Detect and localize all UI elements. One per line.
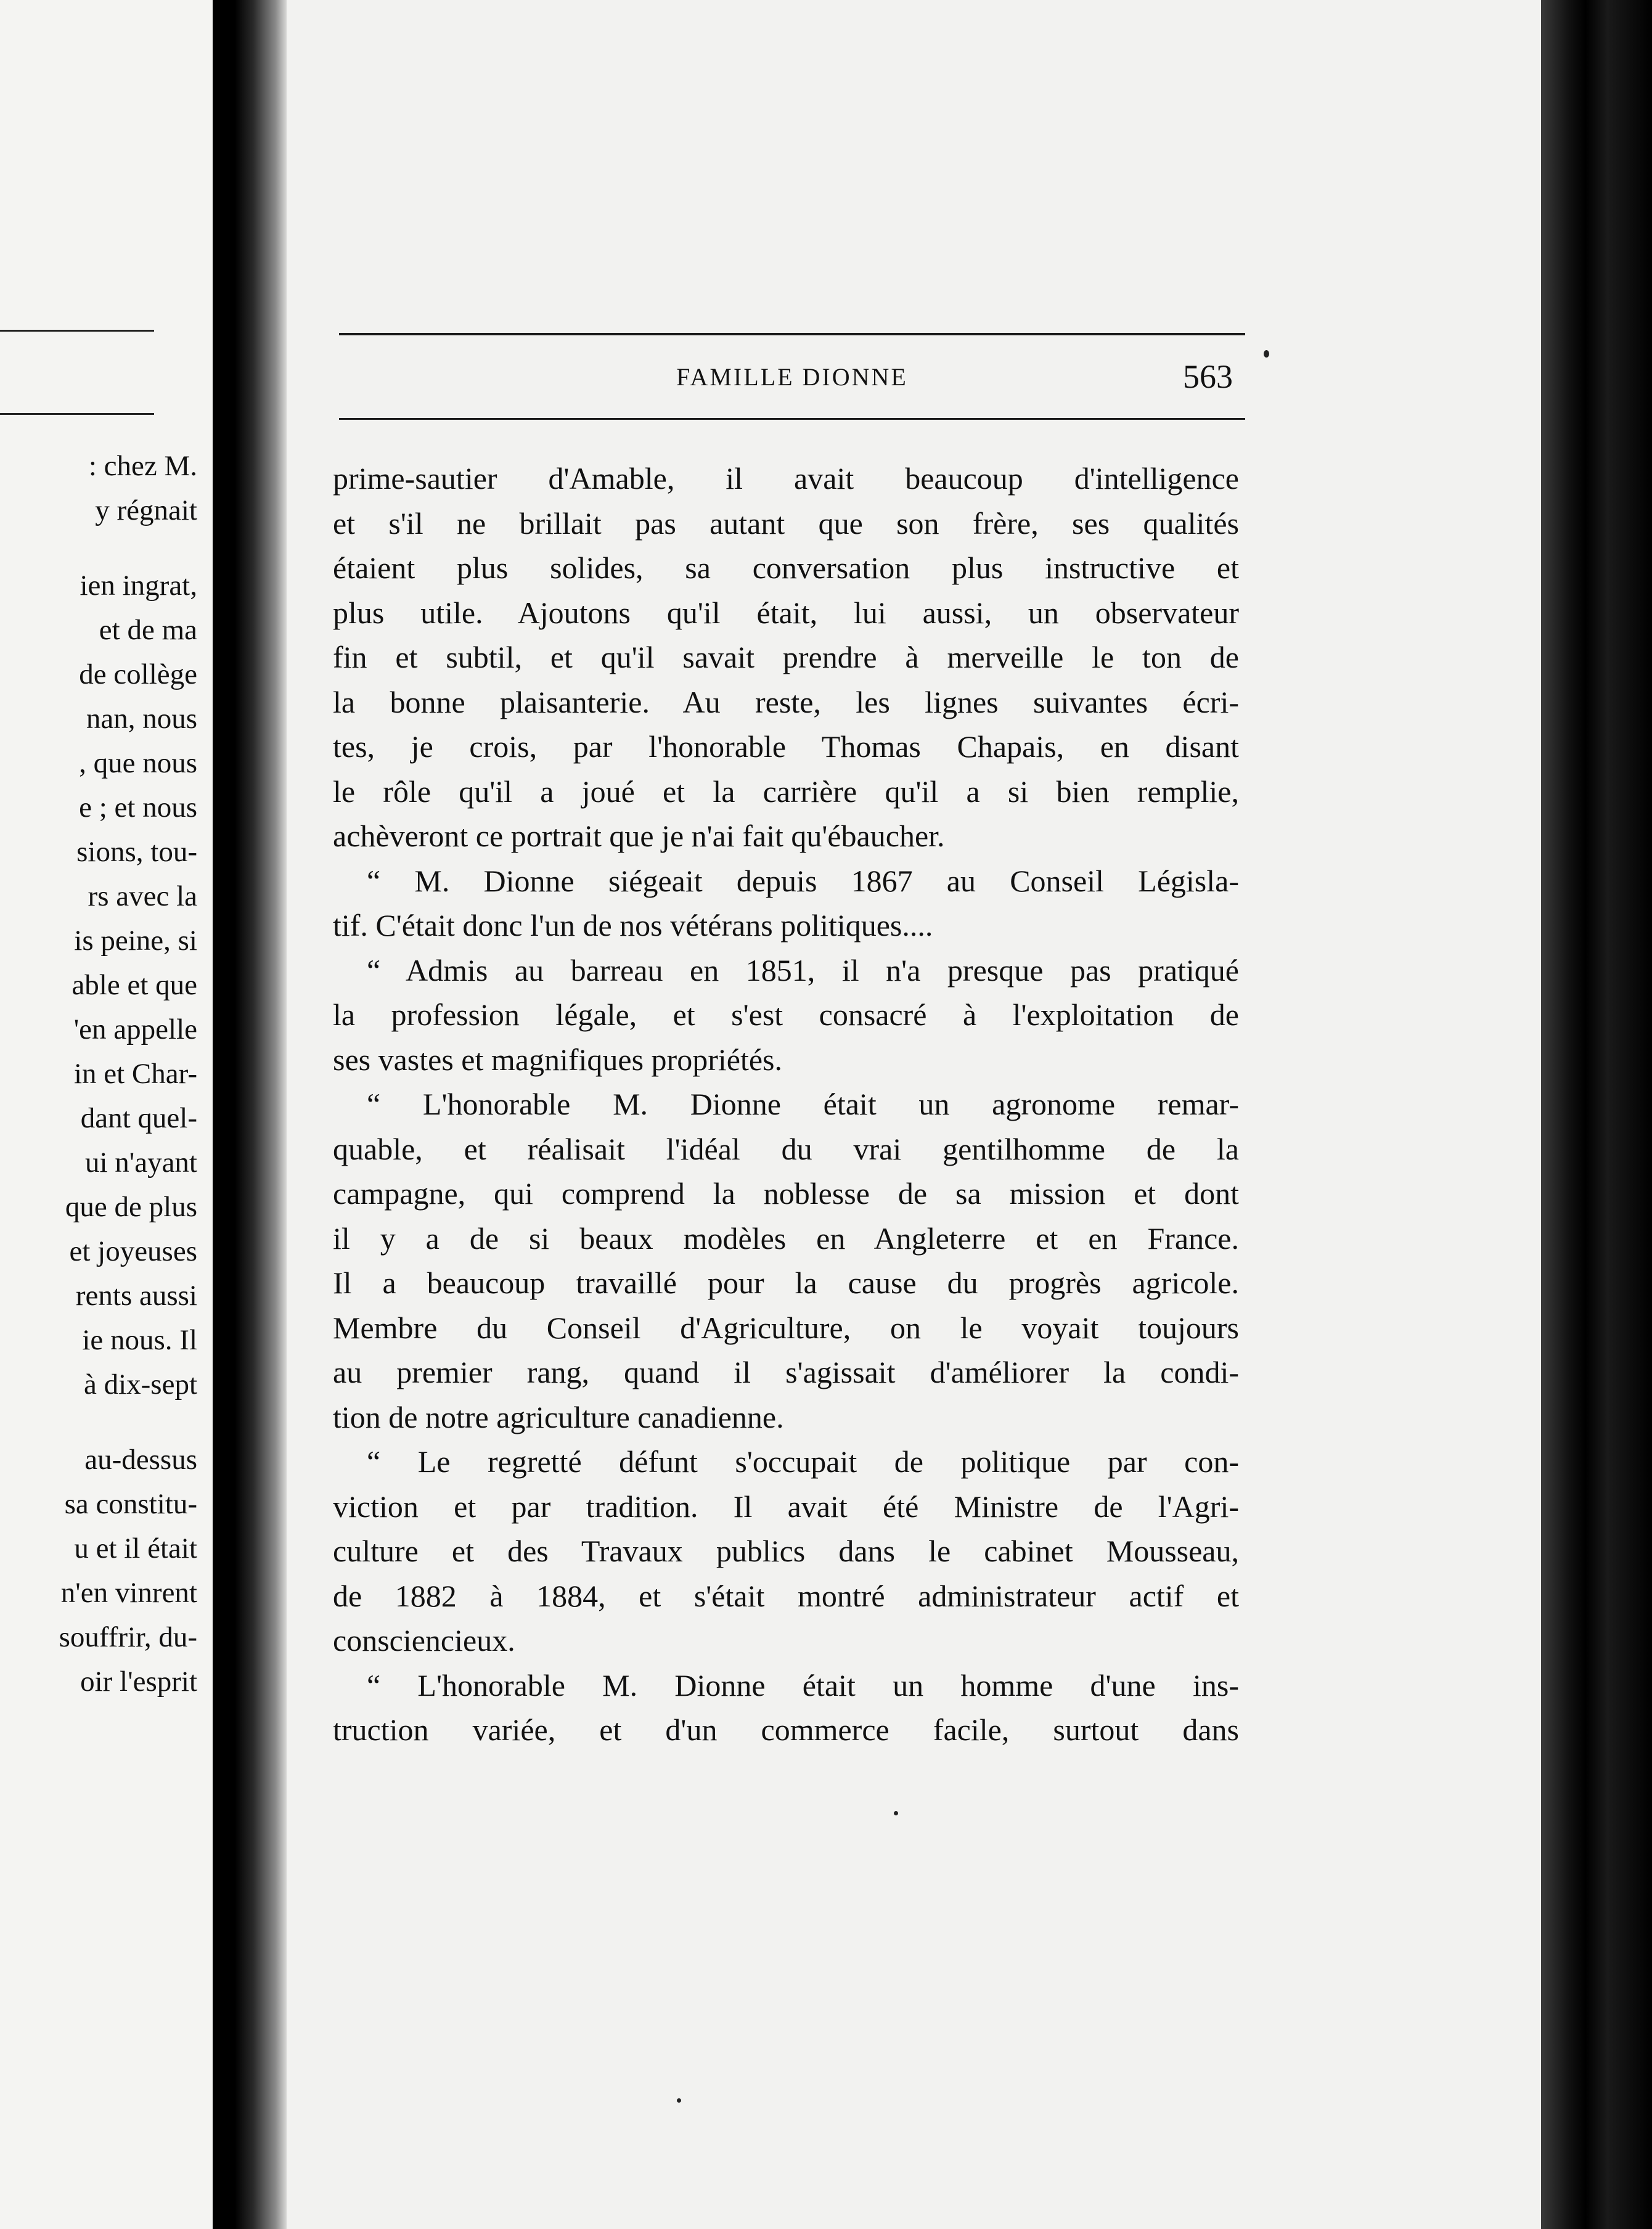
left-page-line: oir l'esprit (80, 1666, 197, 1698)
left-page-line: rents aussi (75, 1280, 197, 1312)
body-line: ses vastes et magnifiques propriétés. (333, 1042, 782, 1077)
body-line: tion de notre agriculture canadienne. (333, 1399, 784, 1434)
body-line: de 1882 à 1884, et s'était montré administrateur actif et (333, 1578, 1239, 1613)
left-page-rule-top (0, 330, 154, 332)
left-page-line: in et Char- (73, 1058, 197, 1090)
body-line: consciencieux. (333, 1623, 515, 1658)
body-line: il y a de si beaux modèles en Angleterre et en France. (333, 1221, 1239, 1256)
body-line: plus utile. Ajoutons qu'il était, lui aussi, un observateur (333, 595, 1239, 630)
left-page-rule-bottom (0, 413, 154, 415)
left-page-text (0, 444, 197, 1704)
body-line: fin et subtil, et qu'il savait prendre à merveille le ton de (333, 640, 1239, 674)
left-page-line: de collège (79, 658, 197, 690)
body-line: Il a beaucoup travaillé pour la cause du progrès agricole. (333, 1266, 1239, 1300)
left-page-line: is peine, si (74, 925, 197, 957)
header-rule-top (339, 333, 1245, 335)
left-page-line: 'en appelle (73, 1013, 197, 1045)
print-speck (894, 1811, 898, 1815)
left-page-line (0, 533, 197, 563)
left-page-line: u et il était (74, 1532, 197, 1564)
body-line: achèveront ce portrait que je n'ai fait qu'ébaucher. (333, 819, 945, 853)
left-page-line: y régnait (95, 494, 197, 526)
body-line: la bonne plaisanterie. Au reste, les lignes suivantes écri- (333, 684, 1239, 719)
body-line: culture et des Travaux publics dans le cabinet Mousseau, (333, 1534, 1239, 1568)
left-page-line: n'en vinrent (60, 1577, 197, 1609)
body-line: quable, et réalisait l'idéal du vrai gentilhomme de la (333, 1131, 1239, 1166)
left-page-line: ui n'ayant (84, 1147, 197, 1179)
page-number: 563 (1183, 358, 1233, 395)
print-speck (1264, 350, 1269, 358)
left-page-line: nan, nous (86, 703, 197, 735)
body-text (333, 456, 1239, 1753)
left-page-line: ien ingrat, (80, 570, 197, 602)
left-page-line: sions, tou- (76, 836, 197, 868)
left-page-line: que de plus (65, 1191, 197, 1223)
left-page-line (0, 1407, 197, 1438)
left-page-line: ie nous. Il (82, 1324, 197, 1356)
body-line: le rôle qu'il a joué et la carrière qu'il a si bien remplie, (333, 774, 1239, 809)
book-gutter (213, 0, 287, 2229)
left-page-line: et de ma (99, 614, 197, 646)
left-page-line: sa constitu- (64, 1488, 197, 1520)
running-title: FAMILLE DIONNE (676, 363, 908, 391)
header-rule-bottom (339, 418, 1245, 420)
left-page-line: rs avec la (88, 880, 197, 912)
body-line: étaient plus solides, sa conversation plus instructive et (333, 550, 1239, 585)
left-page-line: e ; et nous (79, 791, 197, 824)
left-page-line: able et que (72, 969, 197, 1001)
left-page-line: souffrir, du- (59, 1621, 197, 1653)
left-page-line: , que nous (79, 747, 197, 779)
body-line: Membre du Conseil d'Agriculture, on le voyait toujours (333, 1310, 1239, 1345)
body-line: “ Le regretté défunt s'occupait de politique par con- (367, 1444, 1239, 1479)
body-line: truction variée, et d'un commerce facile, surtout dans (333, 1712, 1239, 1747)
body-line: au premier rang, quand il s'agissait d'améliorer la condi- (333, 1355, 1239, 1389)
body-line: la profession légale, et s'est consacré à l'exploitation de (333, 997, 1239, 1032)
page-edge-shadow (1541, 0, 1652, 2229)
body-line: “ Admis au barreau en 1851, il n'a presque pas pratiqué (367, 952, 1239, 988)
body-line: tif. C'était donc l'un de nos vétérans politiques.... (333, 908, 933, 943)
print-speck (677, 2098, 681, 2103)
left-page-line: et joyeuses (69, 1235, 197, 1267)
running-head (339, 358, 1245, 407)
body-line: tes, je crois, par l'honorable Thomas Chapais, en disant (333, 729, 1239, 764)
left-page-line: dant quel- (80, 1102, 197, 1134)
body-line: prime-sautier d'Amable, il avait beaucoup d'intelligence (333, 461, 1239, 496)
left-page-line: à dix-sept (83, 1368, 197, 1401)
body-line: “ L'honorable M. Dionne était un agronome remar- (367, 1087, 1239, 1121)
body-line: “ M. Dionne siégeait depuis 1867 au Conseil Législa- (367, 863, 1239, 898)
left-page-line: au-dessus (84, 1444, 197, 1476)
body-line: campagne, qui comprend la noblesse de sa mission et dont (333, 1176, 1239, 1211)
body-line: et s'il ne brillait pas autant que son frère, ses qualités (333, 505, 1239, 541)
left-page-line: : chez M. (88, 450, 197, 482)
left-facing-page (0, 0, 213, 2229)
body-line: “ L'honorable M. Dionne était un homme d'une ins- (367, 1667, 1239, 1703)
body-line: viction et par tradition. Il avait été Ministre de l'Agri- (333, 1489, 1239, 1524)
